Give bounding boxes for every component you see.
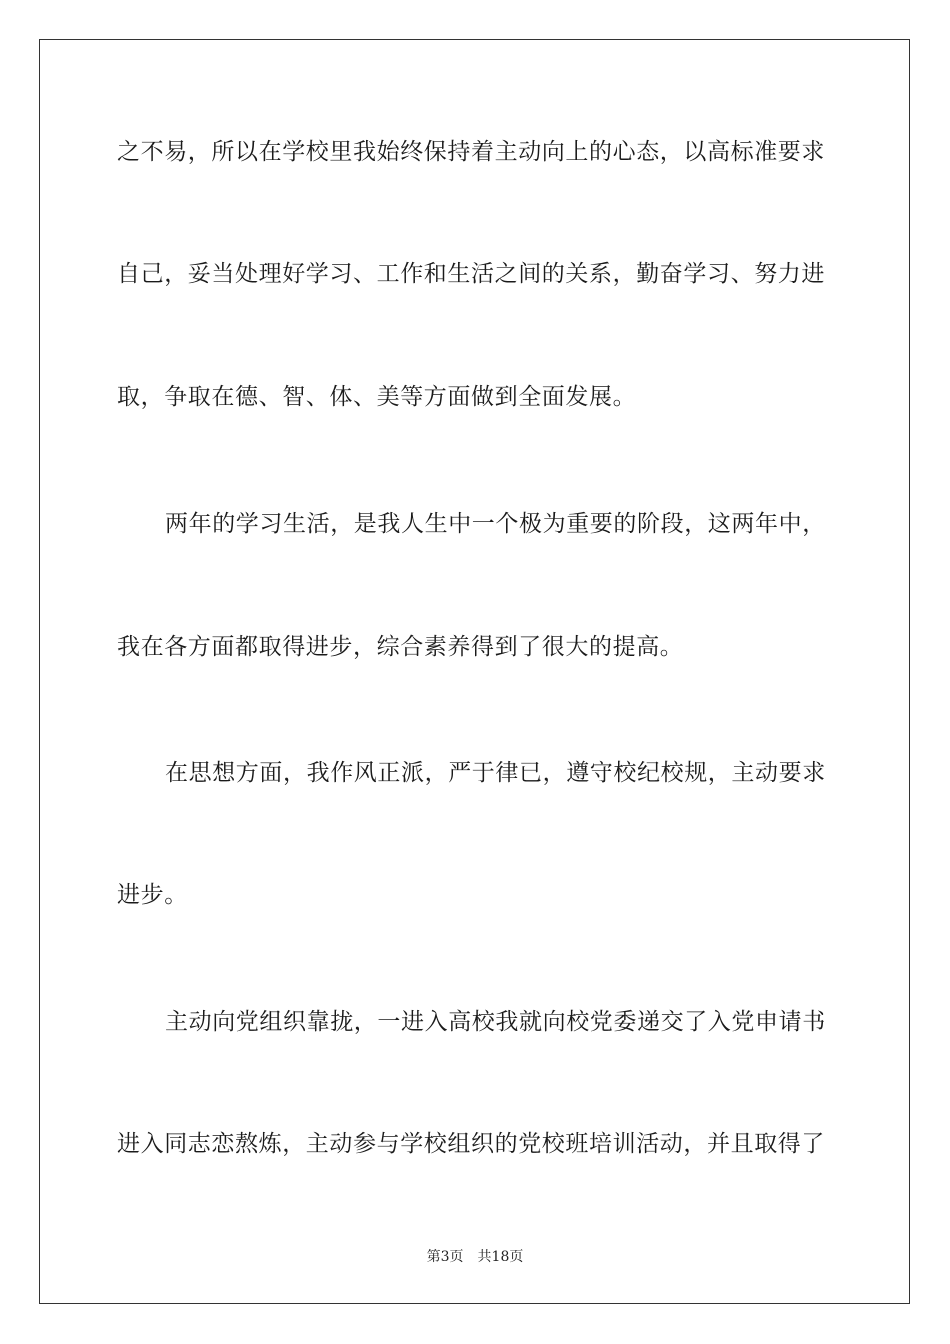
text-line-7: 进步。: [117, 882, 188, 908]
text-line-2: 自己，妥当处理好学习、工作和生活之间的关系，勤奋学习、努力进: [117, 261, 825, 287]
page-border: [39, 39, 910, 1304]
text-line-1: 之不易，所以在学校里我始终保持着主动向上的心态，以高标准要求: [117, 139, 825, 165]
text-line-9: 进入同志恋熬炼，主动参与学校组织的党校班培训活动，并且取得了: [117, 1131, 825, 1157]
page-total: 共18页: [477, 1249, 524, 1265]
paragraph-start-line-8: 主动向党组织靠拢，一进入高校我就向校党委递交了入党申请书: [165, 1009, 826, 1035]
page-number: 第3页: [426, 1249, 464, 1265]
paragraph-start-line-4: 两年的学习生活，是我人生中一个极为重要的阶段，这两年中，: [165, 511, 826, 537]
page-footer: [0, 1248, 950, 1266]
text-line-5: 我在各方面都取得进步，综合素养得到了很大的提高。: [117, 634, 684, 660]
text-line-3: 取，争取在德、智、体、美等方面做到全面发展。: [117, 384, 637, 410]
paragraph-start-line-6: 在思想方面，我作风正派，严于律已，遵守校纪校规，主动要求: [165, 760, 826, 786]
